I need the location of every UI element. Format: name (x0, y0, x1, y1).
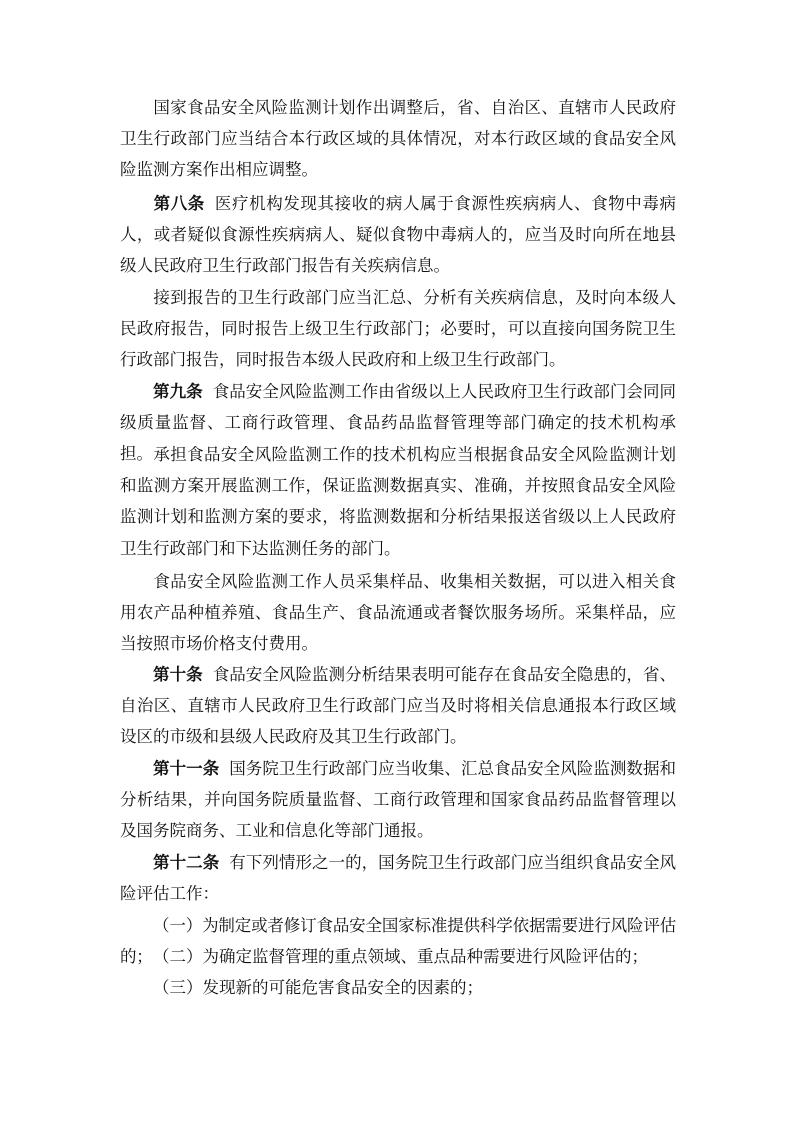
paragraph-text: 有下列情形之一的，国务院卫生行政部门应当组织食品安全风险评估工作： (120, 853, 677, 904)
paragraph-report-handling (120, 282, 676, 376)
paragraph-adjustment (120, 92, 676, 186)
paragraph-technical-institution (120, 439, 676, 564)
list-item-text: （二）为确定监督管理的重点领域、重点品种需要进行风险评估的； (153, 947, 648, 966)
paragraph-text: 医疗机构发现其接收的病人属于食源性疾病病人、食物中毒病人，或者疑似食源性疾病病人、疑似食物中毒病人的，应当及时向所在地县级人民政府卫生行政部门报告有关疾病信息。 (120, 194, 677, 276)
paragraph-text: 食品安全风险监测工作人员采集样品、收集相关数据，可以进入相关食用农产品种植养殖、食品生产、食品流通或者餐饮服务场所。采集样品，应当按照市场价格支付费用。 (120, 572, 676, 654)
article-heading: 第十一条 (153, 759, 220, 778)
paragraph-sampling (120, 566, 676, 660)
paragraph-article-8 (120, 188, 676, 282)
article-heading: 第八条 (153, 194, 205, 213)
paragraph-text: 食品安全风险监测工作由省级以上人民政府卫生行政部门会同同级质量监督、工商行政管理、食品药品监督管理等部门确定的技术机构承担。 (120, 382, 677, 464)
list-item-2 (120, 941, 676, 972)
paragraph-article-11 (120, 753, 676, 847)
paragraph-text: 国务院卫生行政部门应当收集、汇总食品安全风险监测数据和分析结果，并向国务院质量监督、工商行政管理和国家食品药品监督管理以及国务院商务、工业和信息化等部门通报。 (120, 759, 677, 841)
list-item-text: （一）为制定或者修订食品安全国家标准提供科学依据需要进行风险评估的； (120, 916, 676, 967)
paragraph-article-12 (120, 847, 676, 909)
list-item-text: （三）发现新的可能危害食品安全的因素的； (153, 978, 483, 997)
paragraph-text: 国家食品安全风险监测计划作出调整后，省、自治区、直辖市人民政府卫生行政部门应当结合本行政区域的具体情况，对本行政区域的食品安全风险监测方案作出相应调整。 (120, 98, 676, 180)
article-heading: 第九条 (153, 382, 203, 401)
list-item-3 (120, 972, 676, 1003)
article-heading: 第十二条 (153, 853, 220, 872)
article-heading: 第十条 (153, 665, 203, 684)
paragraph-text: 食品安全风险监测分析结果表明可能存在食品安全隐患的，省、自治区、直辖市人民政府卫生行政部门应当及时将相关信息通报本行政区域设区的市级和县级人民政府及其卫生行政部门。 (120, 665, 677, 747)
paragraph-article-10 (120, 659, 676, 753)
paragraph-text: 接到报告的卫生行政部门应当汇总、分析有关疾病信息，及时向本级人民政府报告，同时报告上级卫生行政部门；必要时，可以直接向国务院卫生行政部门报告，同时报告本级人民政府和上级卫生行政部门。 (120, 288, 676, 370)
paragraph-text: 承担食品安全风险监测工作的技术机构应当根据食品安全风险监测计划和监测方案开展监测工作，保证监测数据真实、准确，并按照食品安全风险监测计划和监测方案的要求，将监测数据和分析结果报送省级以上人民政府卫生行政部门和下达监测任务的部门。 (120, 445, 676, 558)
